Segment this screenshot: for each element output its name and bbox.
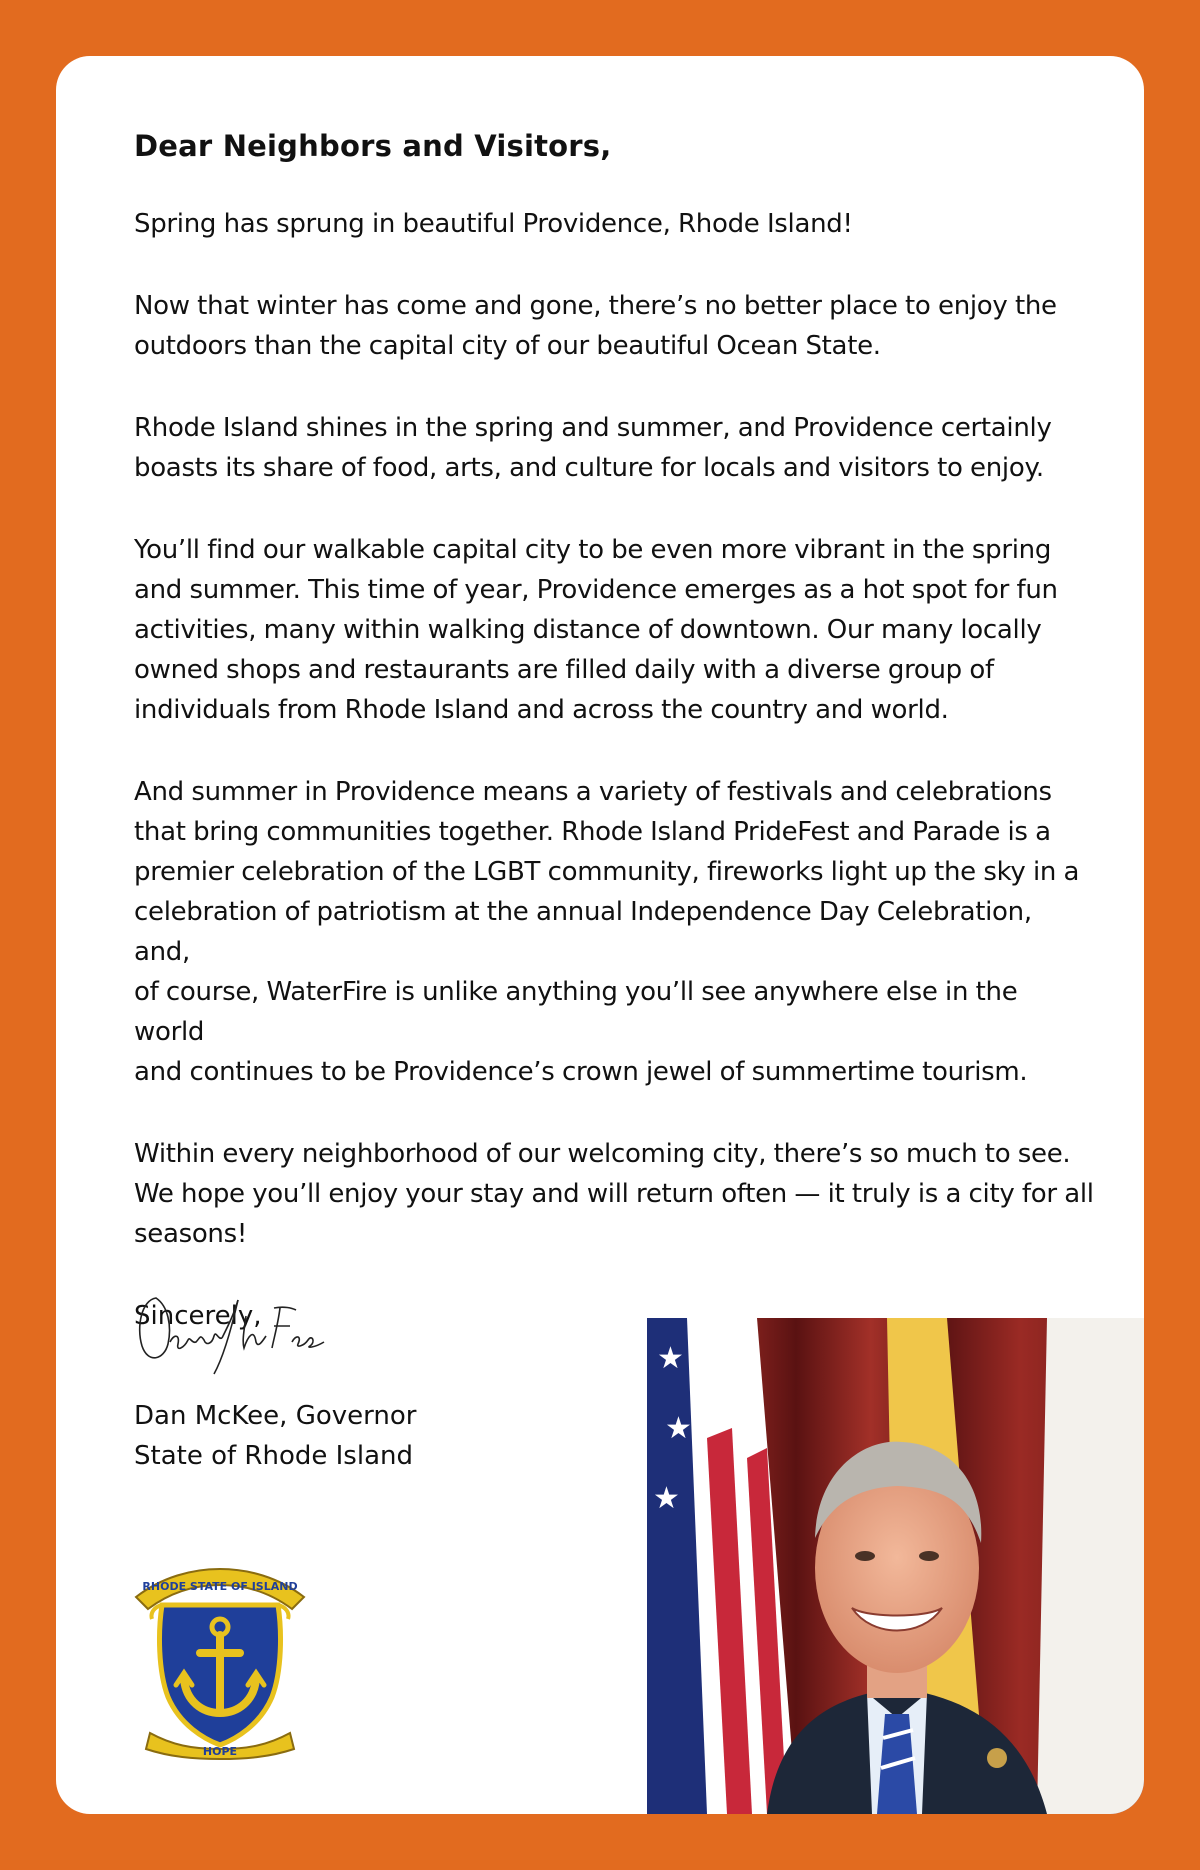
signer-block	[134, 1396, 416, 1476]
letter-card	[56, 56, 1144, 1814]
signer-name: Dan McKee, Governor	[134, 1401, 417, 1431]
paragraph-2: Now that winter has come and gone, there’s no better place to enjoy the outdoors than the capital city of our beautiful Ocean State.	[134, 291, 1057, 361]
paragraph-6: Within every neighborhood of our welcoming city, there’s so much to see. We hope you’ll enjoy your stay and will return often — it truly is a city for all seasons!	[134, 1139, 1094, 1249]
paragraph-1: Spring has sprung in beautiful Providence, Rhode Island!	[134, 209, 853, 239]
svg-text:★: ★	[665, 1412, 692, 1445]
closing-text: Sincerely,	[134, 1301, 262, 1331]
seal-top-text: RHODE STATE OF ISLAND	[142, 1580, 298, 1593]
letter-body	[134, 128, 1094, 1336]
svg-text:★: ★	[657, 1342, 684, 1375]
rhode-island-seal	[132, 1561, 308, 1761]
paragraph-5: And summer in Providence means a variety of festivals and celebrations that bring communities together. Rhode Island PrideFest and Parade is a premier celebration of the LGBT community, fireworks light up the sky in a celebration of patriotism at the annual Independence Day Celebration, and, of course, WaterFire is unlike anything you’ll see anywhere else in the world and continues to be Providence’s crown jewel of summertime tourism.	[134, 777, 1080, 1087]
seal-bottom-text: HOPE	[202, 1745, 238, 1758]
signature	[134, 1286, 334, 1386]
paragraph-4: You’ll find our walkable capital city to be even more vibrant in the spring and summer. This time of year, Providence emerges as a hot spot for fun activities, many within walking distance of downtown. Our many locally owned shops and restaurants are filled daily with a diverse group of individuals from Rhode Island and across the country and world.	[134, 535, 1058, 725]
signer-organization: State of Rhode Island	[134, 1441, 413, 1471]
greeting-heading: Dear Neighbors and Visitors,	[134, 129, 612, 163]
paragraph-3: Rhode Island shines in the spring and summer, and Providence certainly boasts its share of food, arts, and culture for locals and visitors to enjoy.	[134, 413, 1052, 483]
governor-photo	[647, 1318, 1144, 1814]
svg-text:★: ★	[653, 1482, 680, 1515]
